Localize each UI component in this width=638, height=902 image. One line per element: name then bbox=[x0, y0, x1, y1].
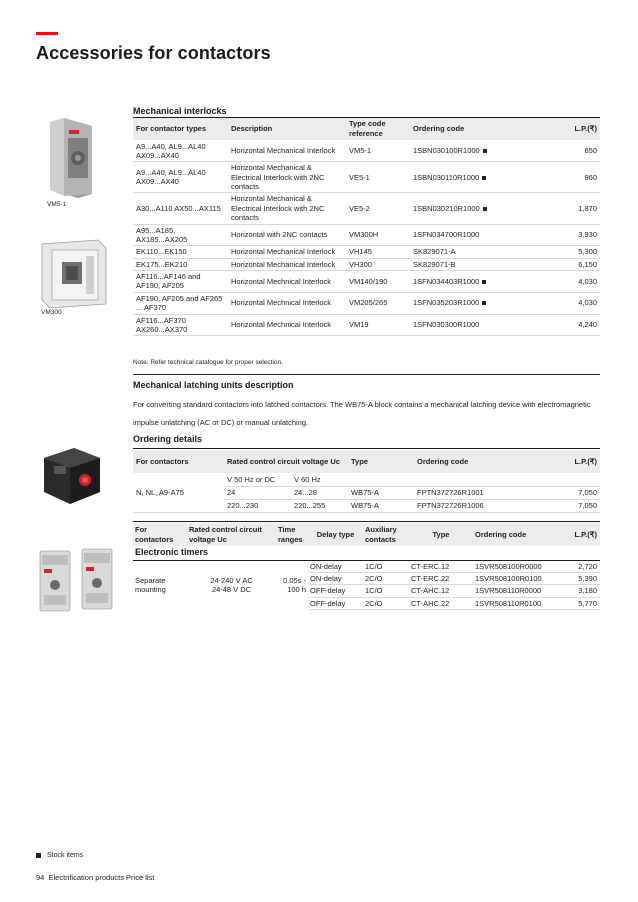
cell-type: WB75-A bbox=[348, 486, 414, 499]
col-aux-contacts: Auxiliary contacts bbox=[363, 523, 409, 546]
cell-list-price: 2,720 bbox=[553, 560, 600, 572]
table-subheader-row bbox=[133, 473, 600, 486]
ordering-code-text: SK829071-B bbox=[413, 259, 456, 269]
table-row bbox=[133, 140, 600, 162]
cell-ordering-code bbox=[410, 246, 522, 258]
col-type-code: Type code reference bbox=[346, 118, 410, 140]
cell-type: CT-AHC.22 bbox=[409, 597, 473, 609]
ordering-rule bbox=[133, 448, 600, 449]
ordering-code-text: 1SBN030210R1000 bbox=[413, 203, 480, 213]
table-row bbox=[133, 271, 600, 293]
cell-description: Horizontal Mechnical Interlock bbox=[228, 314, 346, 336]
cell-list-price: 5,770 bbox=[553, 597, 600, 609]
cell-list-price: 7,050 bbox=[520, 486, 600, 499]
cell-type: CT-ERC.22 bbox=[409, 572, 473, 584]
table-row bbox=[133, 246, 600, 258]
col-time-ranges: Time ranges bbox=[276, 523, 308, 546]
table-row bbox=[133, 292, 600, 314]
time-range-end: 100 h bbox=[287, 585, 306, 594]
cell-list-price: 7,050 bbox=[520, 499, 600, 512]
table-header-row bbox=[133, 450, 600, 473]
cell-description: Horizontal Mechanical & Electrical Interlock with 2NC contacts bbox=[228, 162, 346, 193]
stock-legend-text: Stock items bbox=[47, 852, 84, 859]
cell-description: Horizontal Mechnical Interlock bbox=[228, 271, 346, 293]
cell-list-price: 5,300 bbox=[522, 246, 600, 258]
cell-type-code: VM300H bbox=[346, 224, 410, 246]
cell-delay: OFF-delay bbox=[308, 597, 363, 609]
cell-ordering-code bbox=[410, 140, 522, 162]
cell-ordering-code: 1SVR508100R0000 bbox=[473, 560, 553, 572]
cell-list-price: 1,870 bbox=[522, 193, 600, 224]
cell-type-code: VH300 bbox=[346, 258, 410, 270]
cell-ordering-code: 1SVR508100R0100 bbox=[473, 572, 553, 584]
cell-ordering-code bbox=[410, 162, 522, 193]
cell-ordering-code: 1SVR508110R0000 bbox=[473, 585, 553, 597]
ordering-code-text: 1SBN030110R1000 bbox=[413, 172, 480, 182]
vm5-caption: VM5-1 bbox=[47, 201, 67, 208]
cell-contactor-types: AF190, AF205 and AF265 ... AF370 bbox=[133, 292, 228, 314]
cell-delay: ON-delay bbox=[308, 560, 363, 572]
cell-contactor-types: A9...A40, AL9...AL40 AX09...AX40 bbox=[133, 162, 228, 193]
table-row bbox=[133, 560, 600, 572]
col-type: Type bbox=[348, 450, 414, 473]
latching-description: For converting standard contactors into latched contactors. The WB75-A block contains a mechanical latching device with electromagnetic impulse unlatching (AC or DC) or manual unlatching. bbox=[133, 400, 591, 427]
cell-ordering-code bbox=[410, 193, 522, 224]
col-ordering-code: Ordering code bbox=[410, 118, 522, 140]
cell-description: Horizontal with 2NC contacts bbox=[228, 224, 346, 246]
cell-ordering-code bbox=[410, 271, 522, 293]
wb75-latching-image bbox=[40, 444, 104, 508]
table-header-row bbox=[133, 118, 600, 140]
accent-bar bbox=[36, 32, 58, 35]
stock-square-icon bbox=[482, 176, 486, 180]
col-type: Type bbox=[409, 523, 473, 546]
cell-v50: 220...230 bbox=[224, 499, 291, 512]
timers-rule bbox=[133, 521, 600, 522]
cell-type-code: VM19 bbox=[346, 314, 410, 336]
page-footer bbox=[36, 873, 154, 882]
stock-square-icon bbox=[482, 280, 486, 284]
cell-description: Horizontal Mechanical Interlock bbox=[228, 258, 346, 270]
cell-contactor-types: EK110...EK150 bbox=[133, 246, 228, 258]
cell-list-price: 6,150 bbox=[522, 258, 600, 270]
cell-v50: 24 bbox=[224, 486, 291, 499]
cell-ordering-code bbox=[410, 292, 522, 314]
col-list-price: L.P.(₹) bbox=[553, 523, 600, 546]
cell-list-price: 650 bbox=[522, 140, 600, 162]
cell-list-price: 960 bbox=[522, 162, 600, 193]
subheader-60hz: V 60 Hz bbox=[291, 473, 348, 486]
cell-type: WB75-A bbox=[348, 499, 414, 512]
voltage-ac: 24-240 V AC bbox=[210, 575, 253, 585]
cell-aux: 1C/O bbox=[363, 560, 409, 572]
col-delay-type: Delay type bbox=[308, 523, 363, 546]
cell-list-price: 3,930 bbox=[522, 224, 600, 246]
stock-square-icon bbox=[482, 301, 486, 305]
ordering-code-text: 1SFN034403R1000 bbox=[413, 276, 480, 286]
table-row bbox=[133, 193, 600, 224]
interlocks-title: Mechanical interlocks bbox=[133, 106, 227, 116]
vm300-caption: VM300 bbox=[41, 309, 62, 316]
col-for-contactors: For contactors bbox=[133, 523, 187, 546]
cell-ordering-code bbox=[410, 258, 522, 270]
time-range-start: 0.05s - bbox=[283, 575, 306, 585]
table-row bbox=[133, 224, 600, 246]
footer-text: Electrification products Price list bbox=[48, 873, 155, 882]
stock-square-icon bbox=[483, 149, 487, 153]
cell-type-code: VE5-2 bbox=[346, 193, 410, 224]
stock-legend bbox=[36, 852, 83, 859]
table-row bbox=[133, 162, 600, 193]
latching-title: Mechanical latching units description bbox=[133, 380, 294, 390]
table-row bbox=[133, 258, 600, 270]
cell-type-code: VE5-1 bbox=[346, 162, 410, 193]
cell-ordering-code bbox=[410, 314, 522, 336]
timers-voltage bbox=[187, 560, 276, 610]
ordering-code-text: 1SFN034700R1000 bbox=[413, 230, 480, 240]
vm300-interlock-image bbox=[38, 238, 110, 310]
cell-list-price: 3,180 bbox=[553, 585, 600, 597]
cell-type: CT-ERC.12 bbox=[409, 560, 473, 572]
cell-type-code: VM5-1 bbox=[346, 140, 410, 162]
cell-type: CT-AHC.12 bbox=[409, 585, 473, 597]
col-ordering-code: Ordering code bbox=[473, 523, 553, 546]
page-number: 94 bbox=[36, 873, 45, 882]
cell-ordering-code: FPTN372726R1006 bbox=[414, 499, 520, 512]
cell-aux: 2C/O bbox=[363, 572, 409, 584]
cell-contactor-types: AF116...AF370 AX260...AX370 bbox=[133, 314, 228, 336]
col-description: Description bbox=[228, 118, 346, 140]
interlocks-table bbox=[133, 118, 600, 336]
cell-contactor-types: AF116...AF146 and AF190, AF205 bbox=[133, 271, 228, 293]
table-header-row bbox=[133, 523, 600, 546]
electronic-timers-image bbox=[36, 545, 124, 615]
cell-type-code: VM205/265 bbox=[346, 292, 410, 314]
col-list-price: L.P.(₹) bbox=[520, 450, 600, 473]
cell-type-code: VH145 bbox=[346, 246, 410, 258]
cell-contactor-types: A95...A185, AX185...AX205 bbox=[133, 224, 228, 246]
cell-aux: 1C/O bbox=[363, 585, 409, 597]
ordering-code-text: 1SFN035203R1000 bbox=[413, 298, 480, 308]
cell-description: Horizontal Mechanical Interlock bbox=[228, 140, 346, 162]
latching-rule bbox=[133, 374, 600, 375]
col-list-price: L.P.(₹) bbox=[522, 118, 600, 140]
cell-ordering-code: 1SVR508110R0100 bbox=[473, 597, 553, 609]
contactors-cell: N, NL, A9-A75 bbox=[133, 473, 224, 512]
cell-list-price: 4,240 bbox=[522, 314, 600, 336]
ordering-code-text: 1SBN030100R1000 bbox=[413, 146, 480, 156]
cell-contactor-types: A30...A110 AX50...AX115 bbox=[133, 193, 228, 224]
cell-delay: OFF-delay bbox=[308, 585, 363, 597]
cell-contactor-types: EK175...EK210 bbox=[133, 258, 228, 270]
col-rated-voltage: Rated control circuit voltage Uc bbox=[187, 523, 276, 546]
timers-time-range bbox=[276, 560, 308, 610]
vm5-interlock-image bbox=[42, 116, 102, 200]
timers-contactors: Separate mounting bbox=[135, 575, 166, 594]
col-for-contactors: For contactors bbox=[133, 450, 224, 473]
ordering-title: Ordering details bbox=[133, 434, 203, 444]
page-title: Accessories for contactors bbox=[36, 43, 271, 63]
cell-type-code: VM140/190 bbox=[346, 271, 410, 293]
cell-list-price: 5,390 bbox=[553, 572, 600, 584]
cell-v60: 220...255 bbox=[291, 499, 348, 512]
cell-contactor-types: A9...A40, AL9...AL40 AX09...AX40 bbox=[133, 140, 228, 162]
voltage-dc: 24-48 V DC bbox=[211, 585, 252, 594]
cell-ordering-code: FPTN372726R1001 bbox=[414, 486, 520, 499]
timers-subtitle: Electronic timers bbox=[133, 546, 600, 560]
col-contactor-types: For contactor types bbox=[133, 118, 228, 140]
col-rated-voltage: Rated control circuit voltage Uc bbox=[224, 450, 348, 473]
ordering-details-table bbox=[133, 450, 600, 513]
ordering-code-text: SK829071-A bbox=[413, 247, 456, 257]
cell-list-price: 4,030 bbox=[522, 271, 600, 293]
stock-square-icon bbox=[483, 207, 487, 211]
cell-v60: 24...28 bbox=[291, 486, 348, 499]
cell-description: Horizontal Mechanical Interlock bbox=[228, 246, 346, 258]
ordering-code-text: 1SFN030300R1000 bbox=[413, 320, 480, 330]
col-ordering-code: Ordering code bbox=[414, 450, 520, 473]
interlocks-note: Note: Refer technical catalogue for proper selection. bbox=[133, 359, 283, 366]
timers-table bbox=[133, 523, 600, 610]
cell-description: Horizontal Mechnical Interlock bbox=[228, 292, 346, 314]
cell-delay: ON-delay bbox=[308, 572, 363, 584]
subheader-50hz: V 50 Hz or DC bbox=[224, 473, 291, 486]
cell-description: Horizontal Mechanical & Electrical Interlock with 2NC contacts bbox=[228, 193, 346, 224]
cell-list-price: 4,030 bbox=[522, 292, 600, 314]
cell-aux: 2C/O bbox=[363, 597, 409, 609]
cell-ordering-code bbox=[410, 224, 522, 246]
table-row bbox=[133, 314, 600, 336]
stock-square-icon bbox=[36, 853, 41, 858]
